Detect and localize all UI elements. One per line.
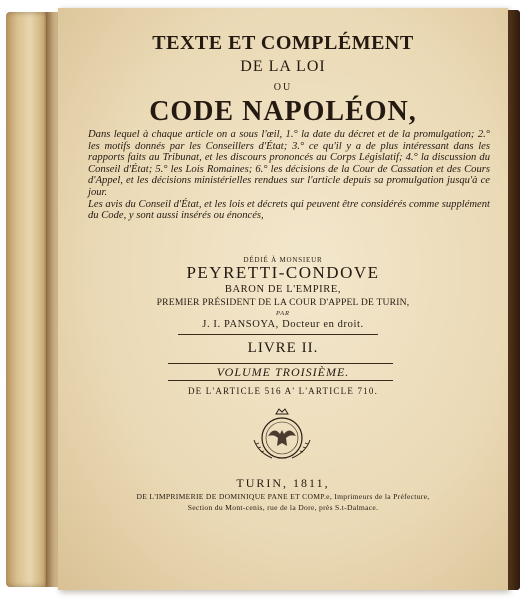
description-paragraph-2: Les avis du Conseil d'État, et les lois et décrets qui peuvent être considérés comme supplément du Code, y sont aussi insérés ou énoncés, — [88, 198, 490, 222]
main-title: CODE NAPOLÉON, — [149, 96, 417, 127]
by-label: PAR — [275, 310, 291, 317]
dedicatee-name: PEYRETTI-CONDOVE — [186, 263, 380, 282]
article-range: DE L'ARTICLE 516 A' L'ARTICLE 710. — [187, 386, 379, 396]
divider — [168, 380, 393, 381]
book-cover-left — [6, 12, 50, 587]
title-line-1: TEXTE ET COMPLÉMENT — [152, 32, 414, 54]
divider — [178, 334, 378, 335]
description-paragraph-1: Dans lequel à chaque article on a sous l'œil, 1.° la date du décret et de la promulgation; 2.° les motifs donnés par les Conseillers d'État; 3.° ce qu'il y a de plus intéressant dans les rapports faits au Tribunat, et les discours prononcés au Corps Législatif; 4.° la discussion du Conseil d'État; 5.° les Lois Romaines; 6.° les décisions de la Cour de Cassation et des Cours d'Appel, et les décisions ministérielles rendues sur l'article depuis sa promulgation jusqu'à ce jour. — [88, 129, 490, 198]
title-line-3: OU — [273, 82, 293, 93]
dedicatee-office: PREMIER PRÉSIDENT DE LA COUR D'APPEL DE TURIN, — [156, 297, 410, 308]
description-block — [88, 129, 490, 222]
author-name: J. I. PANSOYA, Docteur en droit. — [202, 319, 364, 330]
imprint-address: Section du Mont-cenis, rue de la Dore, près S.t-Dalmace. — [187, 503, 379, 512]
title-page — [58, 8, 508, 590]
divider — [168, 363, 393, 364]
dedication-label: DÉDIÉ À MONSIEUR — [243, 256, 323, 264]
imprint-printer: DE L'IMPRIMERIE DE DOMINIQUE PANE ET COMP.e, Imprimeurs de la Préfecture, — [136, 492, 430, 501]
imprint-city-year: TURIN, 1811, — [236, 476, 330, 490]
book-number: LIVRE II. — [247, 340, 319, 356]
title-line-2: DE LA LOI — [240, 58, 326, 75]
imperial-eagle-emblem-icon — [246, 406, 318, 466]
volume-number: VOLUME TROISIÈME. — [216, 365, 350, 379]
dedicatee-title: BARON DE L'EMPIRE, — [224, 284, 342, 295]
